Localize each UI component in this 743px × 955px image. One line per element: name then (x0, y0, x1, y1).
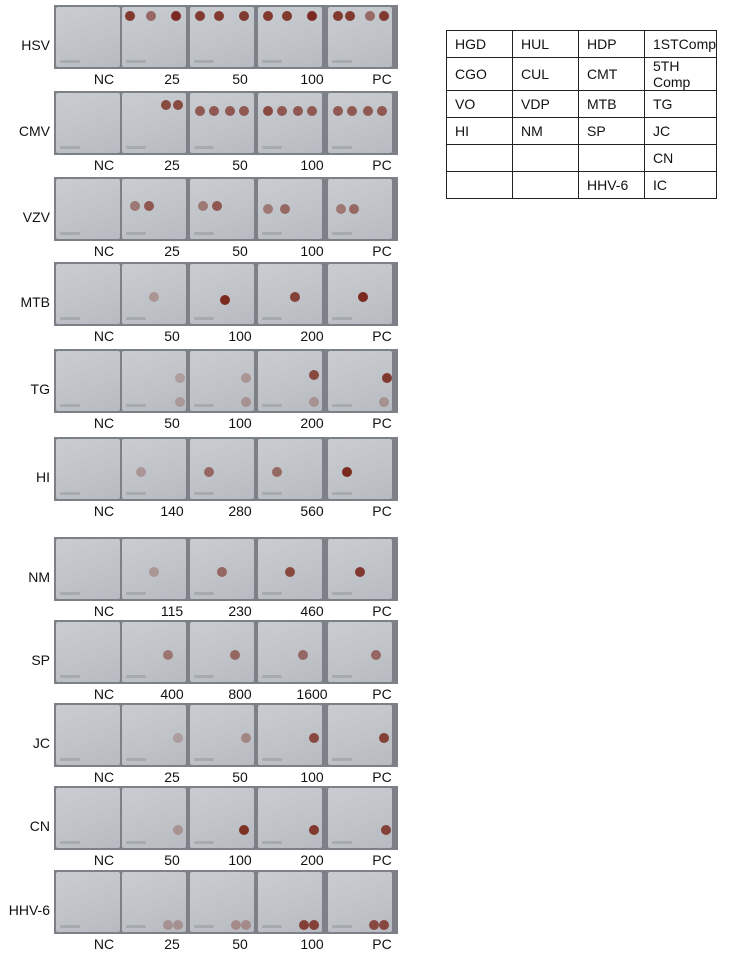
card-label-mark (332, 60, 352, 63)
blot-card (56, 622, 120, 682)
reaction-dot (173, 920, 183, 930)
blot-card (258, 439, 322, 499)
card-label-mark (60, 841, 80, 844)
reaction-dot (358, 292, 368, 302)
blot-card (56, 872, 120, 932)
reaction-dot (298, 650, 308, 660)
reaction-dot (220, 295, 230, 305)
card-label-mark (194, 146, 214, 149)
blot-card (190, 705, 254, 765)
legend-cell: VDP (513, 91, 579, 118)
card-label-mark (60, 146, 80, 149)
card-label-mark (126, 317, 146, 320)
reaction-dot (214, 11, 224, 21)
concentration-label: 200 (300, 415, 324, 431)
blot-card (328, 439, 392, 499)
reaction-dot (212, 201, 222, 211)
card-label-mark (194, 841, 214, 844)
concentration-label: 100 (300, 71, 324, 87)
blot-strip (54, 537, 398, 601)
blot-strip (54, 703, 398, 767)
legend-cell (447, 172, 513, 199)
legend-cell (447, 145, 513, 172)
blot-card (122, 179, 186, 239)
card-label-mark (126, 404, 146, 407)
reaction-dot (309, 825, 319, 835)
blot-card (122, 351, 186, 411)
reaction-dot (149, 292, 159, 302)
card-label-mark (60, 592, 80, 595)
concentration-label: 800 (228, 686, 252, 702)
card-label-mark (262, 492, 282, 495)
card-label-mark (126, 592, 146, 595)
blot-card (328, 93, 392, 153)
legend-cell (513, 145, 579, 172)
reaction-dot (309, 370, 319, 380)
blot-strip (54, 786, 398, 850)
legend-cell: CGO (447, 58, 513, 91)
concentration-label: 100 (228, 415, 252, 431)
reaction-dot (293, 106, 303, 116)
blot-card (56, 539, 120, 599)
concentration-label: 25 (164, 71, 180, 87)
blot-card (190, 622, 254, 682)
blot-card (328, 539, 392, 599)
reaction-dot (198, 201, 208, 211)
concentration-label: 50 (232, 769, 248, 785)
reaction-dot (309, 733, 319, 743)
blot-card (190, 93, 254, 153)
card-label-mark (60, 60, 80, 63)
reaction-dot (217, 567, 227, 577)
legend-cell: 1STComp (645, 31, 717, 58)
blot-strip (54, 870, 398, 934)
card-label-mark (194, 317, 214, 320)
concentration-label: PC (372, 71, 392, 87)
legend-cell: SP (579, 118, 645, 145)
blot-card (122, 705, 186, 765)
blot-strip (54, 437, 398, 501)
concentration-label: PC (372, 243, 392, 259)
reaction-dot (309, 397, 319, 407)
legend-cell: HHV-6 (579, 172, 645, 199)
card-label-mark (60, 232, 80, 235)
card-label-mark (332, 232, 352, 235)
concentration-label: NC (93, 852, 115, 868)
blot-card (258, 788, 322, 848)
blot-card (122, 93, 186, 153)
reaction-dot (241, 373, 251, 383)
reaction-dot (342, 467, 352, 477)
row-label: HI (36, 469, 50, 485)
blot-strip (54, 91, 398, 155)
row-label: TG (30, 381, 50, 397)
reaction-dot (333, 106, 343, 116)
card-label-mark (126, 675, 146, 678)
blot-card (56, 705, 120, 765)
card-label-mark (194, 925, 214, 928)
blot-card (190, 264, 254, 324)
concentration-label: 100 (300, 769, 324, 785)
blot-card (122, 264, 186, 324)
blot-card (56, 7, 120, 67)
reaction-dot (290, 292, 300, 302)
card-label-mark (194, 592, 214, 595)
concentration-label: PC (372, 328, 392, 344)
legend-cell: HUL (513, 31, 579, 58)
concentration-label: NC (93, 415, 115, 431)
reaction-dot (241, 920, 251, 930)
concentration-label: PC (372, 503, 392, 519)
reaction-dot (379, 733, 389, 743)
card-label-mark (60, 404, 80, 407)
concentration-label: NC (93, 243, 115, 259)
legend-cell: IC (645, 172, 717, 199)
reaction-dot (161, 100, 171, 110)
blot-card (258, 179, 322, 239)
blot-card (258, 539, 322, 599)
legend-row (447, 91, 717, 118)
reaction-dot (263, 11, 273, 21)
row-label: HHV-6 (8, 902, 50, 918)
row-label: CMV (18, 123, 50, 139)
reaction-dot (209, 106, 219, 116)
row-label: SP (31, 652, 50, 668)
legend-cell: CN (645, 145, 717, 172)
card-label-mark (332, 146, 352, 149)
reaction-dot (225, 106, 235, 116)
concentration-label: PC (372, 157, 392, 173)
legend-cell: TG (645, 91, 717, 118)
blot-card (328, 7, 392, 67)
card-label-mark (332, 404, 352, 407)
card-label-mark (262, 232, 282, 235)
concentration-label: 100 (300, 936, 324, 952)
reaction-dot (230, 650, 240, 660)
concentration-label: NC (93, 71, 115, 87)
reaction-dot (299, 920, 309, 930)
blot-card (56, 439, 120, 499)
legend-cell: CUL (513, 58, 579, 91)
reaction-dot (263, 204, 273, 214)
concentration-label: 50 (232, 243, 248, 259)
reaction-dot (282, 11, 292, 21)
concentration-label: 100 (300, 243, 324, 259)
card-label-mark (60, 317, 80, 320)
legend-cell (513, 172, 579, 199)
blot-card (190, 439, 254, 499)
concentration-label: 1600 (296, 686, 328, 702)
reaction-dot (171, 11, 181, 21)
reaction-dot (309, 920, 319, 930)
concentration-label: 200 (300, 328, 324, 344)
card-label-mark (194, 492, 214, 495)
row-label: CN (29, 818, 50, 834)
card-label-mark (332, 492, 352, 495)
reaction-dot (173, 825, 183, 835)
concentration-label: 115 (160, 603, 184, 619)
card-label-mark (262, 841, 282, 844)
concentration-label: NC (93, 503, 115, 519)
card-label-mark (332, 675, 352, 678)
legend-cell (579, 145, 645, 172)
concentration-label: NC (93, 769, 115, 785)
card-label-mark (126, 60, 146, 63)
card-label-mark (262, 146, 282, 149)
legend-row (447, 31, 717, 58)
concentration-label: NC (93, 603, 115, 619)
row-label: MTB (20, 294, 50, 310)
concentration-label: PC (372, 603, 392, 619)
reaction-dot (239, 825, 249, 835)
reaction-dot (280, 204, 290, 214)
legend-table (446, 30, 717, 199)
blot-card (190, 351, 254, 411)
reaction-dot (231, 920, 241, 930)
concentration-label: PC (372, 852, 392, 868)
concentration-label: 100 (228, 328, 252, 344)
card-label-mark (332, 925, 352, 928)
reaction-dot (125, 11, 135, 21)
reaction-dot (173, 733, 183, 743)
row-label: JC (32, 735, 50, 751)
reaction-dot (239, 106, 249, 116)
card-label-mark (194, 404, 214, 407)
concentration-label: 25 (164, 157, 180, 173)
reaction-dot (365, 11, 375, 21)
concentration-label: 50 (164, 852, 180, 868)
blot-card (122, 439, 186, 499)
legend-row (447, 172, 717, 199)
blot-strip (54, 5, 398, 69)
blot-strip (54, 349, 398, 413)
concentration-label: 460 (300, 603, 324, 619)
blot-card (328, 705, 392, 765)
reaction-dot (195, 11, 205, 21)
concentration-label: NC (93, 936, 115, 952)
card-label-mark (194, 60, 214, 63)
concentration-label: 100 (300, 157, 324, 173)
card-label-mark (60, 758, 80, 761)
reaction-dot (336, 204, 346, 214)
concentration-label: PC (372, 936, 392, 952)
card-label-mark (126, 146, 146, 149)
blot-card (190, 539, 254, 599)
reaction-dot (163, 650, 173, 660)
blot-card (56, 93, 120, 153)
reaction-dot (195, 106, 205, 116)
blot-card (328, 872, 392, 932)
card-label-mark (126, 841, 146, 844)
legend-row (447, 145, 717, 172)
concentration-label: 50 (232, 71, 248, 87)
concentration-label: 140 (160, 503, 184, 519)
concentration-label: 25 (164, 936, 180, 952)
concentration-label: 400 (160, 686, 184, 702)
blot-card (122, 539, 186, 599)
reaction-dot (146, 11, 156, 21)
concentration-label: 100 (228, 852, 252, 868)
legend-cell: HGD (447, 31, 513, 58)
concentration-label: 25 (164, 243, 180, 259)
blot-strip (54, 262, 398, 326)
card-label-mark (262, 60, 282, 63)
concentration-label: 230 (228, 603, 252, 619)
reaction-dot (144, 201, 154, 211)
card-label-mark (126, 925, 146, 928)
reaction-dot (379, 920, 389, 930)
blot-card (122, 7, 186, 67)
concentration-label: 50 (232, 936, 248, 952)
legend-row (447, 58, 717, 91)
blot-card (56, 788, 120, 848)
concentration-label: 280 (228, 503, 252, 519)
card-label-mark (126, 492, 146, 495)
concentration-label: 50 (164, 328, 180, 344)
blot-card (56, 351, 120, 411)
reaction-dot (369, 920, 379, 930)
reaction-dot (272, 467, 282, 477)
reaction-dot (345, 11, 355, 21)
legend-cell: VO (447, 91, 513, 118)
blot-card (258, 351, 322, 411)
card-label-mark (194, 675, 214, 678)
reaction-dot (379, 11, 389, 21)
blot-card (56, 179, 120, 239)
reaction-dot (379, 397, 389, 407)
blot-card (122, 872, 186, 932)
concentration-label: NC (93, 157, 115, 173)
blot-card (258, 622, 322, 682)
card-label-mark (262, 592, 282, 595)
card-label-mark (262, 925, 282, 928)
reaction-dot (263, 106, 273, 116)
reaction-dot (173, 100, 183, 110)
reaction-dot (381, 825, 391, 835)
blot-card (190, 872, 254, 932)
legend-row (447, 118, 717, 145)
blot-card (56, 264, 120, 324)
reaction-dot (163, 920, 173, 930)
legend-cell: CMT (579, 58, 645, 91)
blot-card (328, 788, 392, 848)
reaction-dot (175, 373, 185, 383)
reaction-dot (285, 567, 295, 577)
blot-card (122, 788, 186, 848)
reaction-dot (349, 204, 359, 214)
card-label-mark (332, 592, 352, 595)
row-label: VZV (22, 209, 50, 225)
blot-strip (54, 620, 398, 684)
reaction-dot (204, 467, 214, 477)
blot-card (258, 705, 322, 765)
card-label-mark (60, 492, 80, 495)
reaction-dot (333, 11, 343, 21)
legend-cell: HI (447, 118, 513, 145)
reaction-dot (307, 106, 317, 116)
reaction-dot (363, 106, 373, 116)
reaction-dot (377, 106, 387, 116)
blot-card (190, 7, 254, 67)
reaction-dot (175, 397, 185, 407)
card-label-mark (332, 758, 352, 761)
blot-card (328, 179, 392, 239)
concentration-label: 25 (164, 769, 180, 785)
reaction-dot (130, 201, 140, 211)
concentration-label: NC (93, 686, 115, 702)
reaction-dot (239, 11, 249, 21)
legend-cell: 5TH Comp (645, 58, 717, 91)
concentration-label: NC (93, 328, 115, 344)
reaction-dot (371, 650, 381, 660)
row-label: NM (28, 569, 50, 585)
concentration-label: PC (372, 415, 392, 431)
card-label-mark (194, 758, 214, 761)
blot-card (328, 351, 392, 411)
concentration-label: 50 (164, 415, 180, 431)
card-label-mark (332, 841, 352, 844)
card-label-mark (126, 232, 146, 235)
card-label-mark (262, 317, 282, 320)
card-label-mark (60, 925, 80, 928)
legend-cell: HDP (579, 31, 645, 58)
card-label-mark (60, 675, 80, 678)
concentration-label: PC (372, 686, 392, 702)
blot-card (328, 622, 392, 682)
reaction-dot (382, 373, 392, 383)
row-label: HSV (21, 37, 50, 53)
card-label-mark (262, 758, 282, 761)
blot-card (258, 872, 322, 932)
reaction-dot (241, 397, 251, 407)
concentration-label: 560 (300, 503, 324, 519)
blot-card (328, 264, 392, 324)
card-label-mark (126, 758, 146, 761)
concentration-label: 50 (232, 157, 248, 173)
reaction-dot (277, 106, 287, 116)
blot-card (258, 264, 322, 324)
card-label-mark (332, 317, 352, 320)
legend-cell: NM (513, 118, 579, 145)
reaction-dot (136, 467, 146, 477)
concentration-label: 200 (300, 852, 324, 868)
blot-card (258, 93, 322, 153)
concentration-label: PC (372, 769, 392, 785)
reaction-dot (355, 567, 365, 577)
blot-card (190, 788, 254, 848)
reaction-dot (149, 567, 159, 577)
legend-cell: JC (645, 118, 717, 145)
reaction-dot (241, 733, 251, 743)
card-label-mark (194, 232, 214, 235)
reaction-dot (347, 106, 357, 116)
blot-strip (54, 177, 398, 241)
blot-card (190, 179, 254, 239)
blot-card (258, 7, 322, 67)
card-label-mark (262, 675, 282, 678)
reaction-dot (307, 11, 317, 21)
blot-card (122, 622, 186, 682)
card-label-mark (262, 404, 282, 407)
legend-cell: MTB (579, 91, 645, 118)
